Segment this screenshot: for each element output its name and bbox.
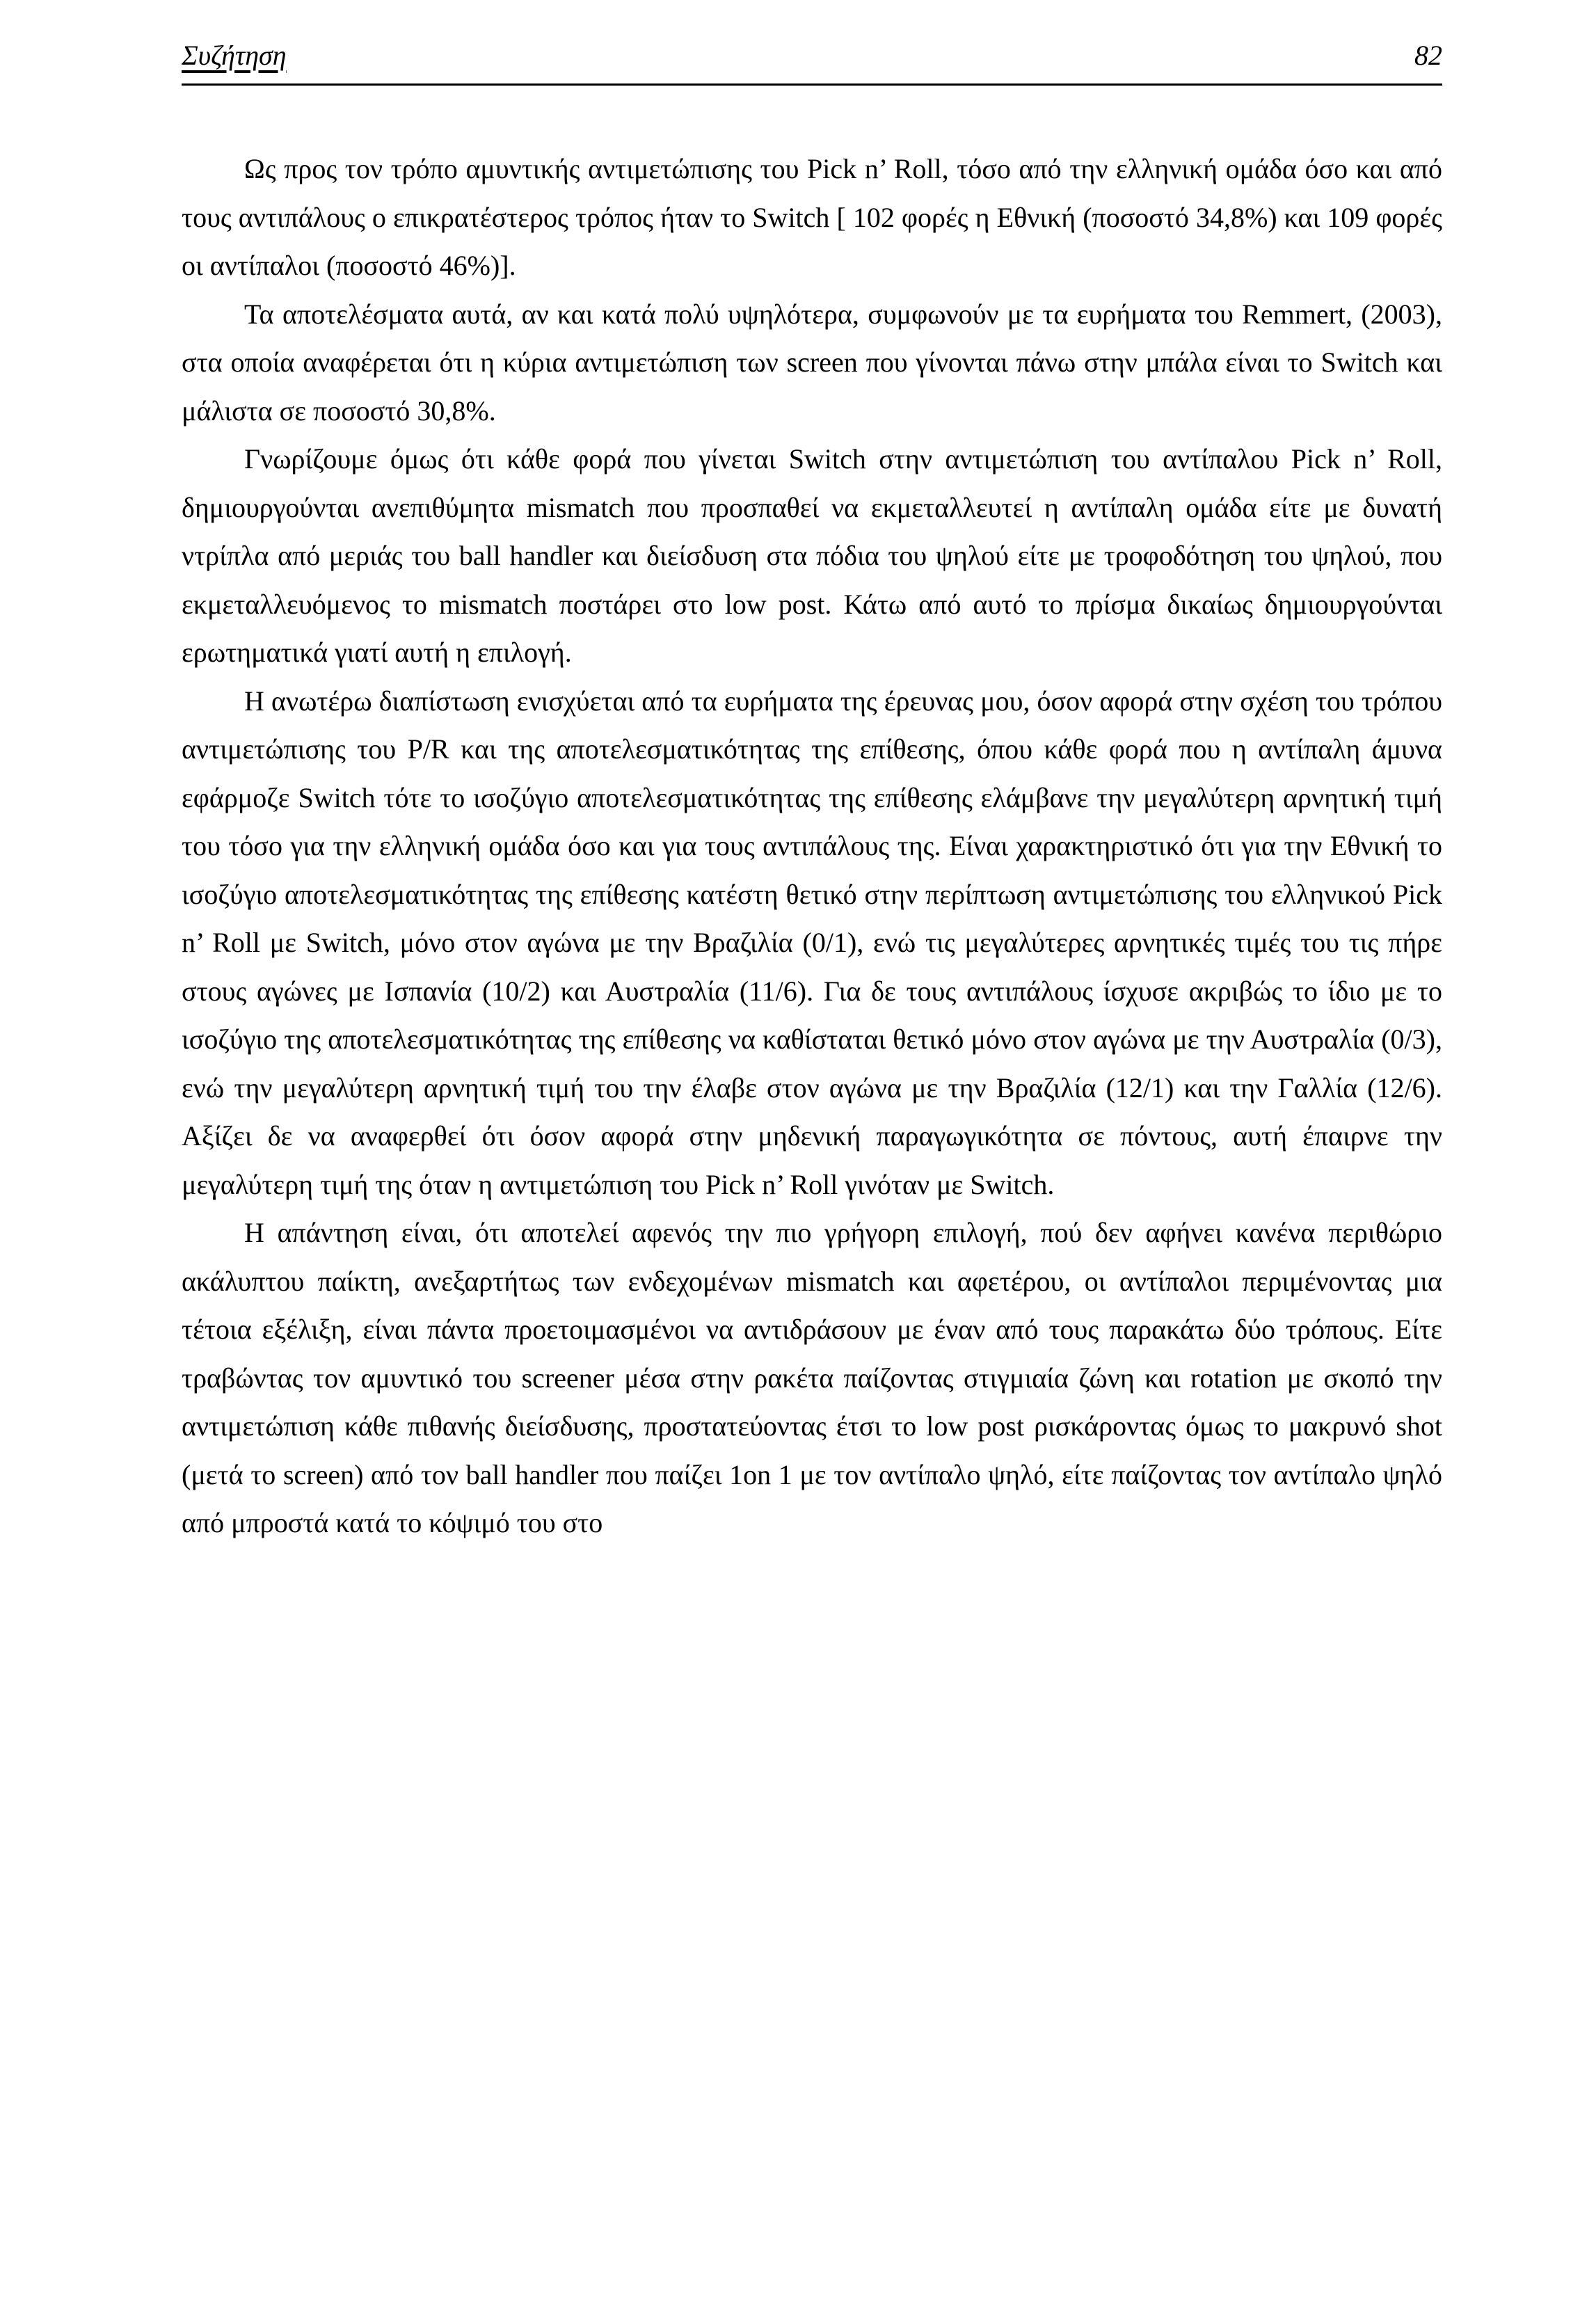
page-number: 82 xyxy=(1414,40,1442,71)
paragraph-2: Τα αποτελέσματα αυτά, αν και κατά πολύ υψηλότερα, συμφωνούν με τα ευρήματα του Remmert, (2003), στα οποία αναφέρεται ότι η κύρια αντιμετώπιση των screen που γίνονται πάνω στην μπάλα είναι το Switch και μάλιστα σε ποσοστό 30,8%. xyxy=(182,298,1442,427)
paragraph-3: Γνωρίζουμε όμως ότι κάθε φορά που γίνεται Switch στην αντιμετώπιση του αντίπαλου Pick n’ Roll, δημιουργούνται ανεπιθύμητα mismatch που προσπαθεί να εκμεταλλευτεί η αντίπαλη ομάδα είτε με δυνατή ντρίπλα από μεριάς του ball handler και διείσδυση στα πόδια του ψηλού είτε με τροφοδότηση του ψηλού, που εκμεταλλευόμενος το mismatch ποστάρει στο low post. Κάτω από αυτό το πρίσμα δικαίως δημιουργούνται ερωτηματικά γιατί αυτή η επιλογή. xyxy=(182,443,1442,668)
paragraph-4: Η ανωτέρω διαπίστωση ενισχύεται από τα ευρήματα της έρευνας μου, όσον αφορά στην σχέση του τρόπου αντιμετώπισης του P/R και της αποτελεσματικότητας της επίθεσης, όπου κάθε φορά που η αντίπαλη άμυνα εφάρμοζε Switch τότε το ισοζύγιο αποτελεσματικότητας της επίθεσης ελάμβανε την μεγαλύτερη αρνητική τιμή του τόσο για την ελληνική ομάδα όσο και για τους αντιπάλους της. Είναι χαρακτηριστικό ότι για την Εθνική το ισοζύγιο αποτελεσματικότητας της επίθεσης κατέστη θετικό στην περίπτωση αντιμετώπισης του ελληνικού Pick n’ Roll με Switch, μόνο στον αγώνα με την Βραζιλία (0/1), ενώ τις μεγαλύτερες αρνητικές τιμές του τις πήρε στους αγώνες με Ισπανία (10/2) και Αυστραλία (11/6). Για δε τους αντιπάλους ίσχυσε ακριβώς το ίδιο με το ισοζύγιο της αποτελεσματικότητας της επίθεσης να καθίσταται θετικό μόνο στον αγώνα με την Αυστραλία (0/3), ενώ την μεγαλύτερη αρνητική τιμή του την έλαβε στον αγώνα με την Βραζιλία (12/1) και την Γαλλία (12/6). Αξίζει δε να αναφερθεί ότι όσον αφορά στην μηδενική παραγωγικότητα σε πόντους, αυτή έπαιρνε την μεγαλύτερη τιμή της όταν η αντιμετώπιση του Pick n’ Roll γινόταν με Switch. xyxy=(182,685,1442,1200)
paragraph-1: Ως προς τον τρόπο αμυντικής αντιμετώπισης του Pick n’ Roll, τόσο από την ελληνική ομάδα όσο και από τους αντιπάλους ο επικρατέστερος τρόπος ήταν το Switch [ 102 φορές η Εθνική (ποσοστό 34,8%) και 109 φορές οι αντίπαλοι (ποσοστό 46%)]. xyxy=(182,153,1442,281)
body-text xyxy=(182,145,1442,1547)
paragraph-5: Η απάντηση είναι, ότι αποτελεί αφενός την πιο γρήγορη επιλογή, πού δεν αφήνει κανένα περιθώριο ακάλυπτου παίκτη, ανεξαρτήτως των ενδεχομένων mismatch και αφετέρου, οι αντίπαλοι περιμένοντας μια τέτοια εξέλιξη, είναι πάντα προετοιμασμένοι να αντιδράσουν με έναν από τους παρακάτω δύο τρόπους. Είτε τραβώντας τον αμυντικό του screener μέσα στην ρακέτα παίζοντας στιγμιαία ζώνη και rotation με σκοπό την αντιμετώπιση κάθε πιθανής διείσδυσης, προστατεύοντας έτσι το low post ρισκάροντας όμως το μακρυνό shot (μετά το screen) από τον ball handler που παίζει 1on 1 με τον αντίπαλο ψηλό, είτε παίζοντας τον αντίπαλο ψηλό από μπροστά κατά το κόψιμό του στο xyxy=(182,1217,1442,1538)
section-title: Συζήτηση xyxy=(182,40,287,71)
page-header xyxy=(182,28,1442,86)
